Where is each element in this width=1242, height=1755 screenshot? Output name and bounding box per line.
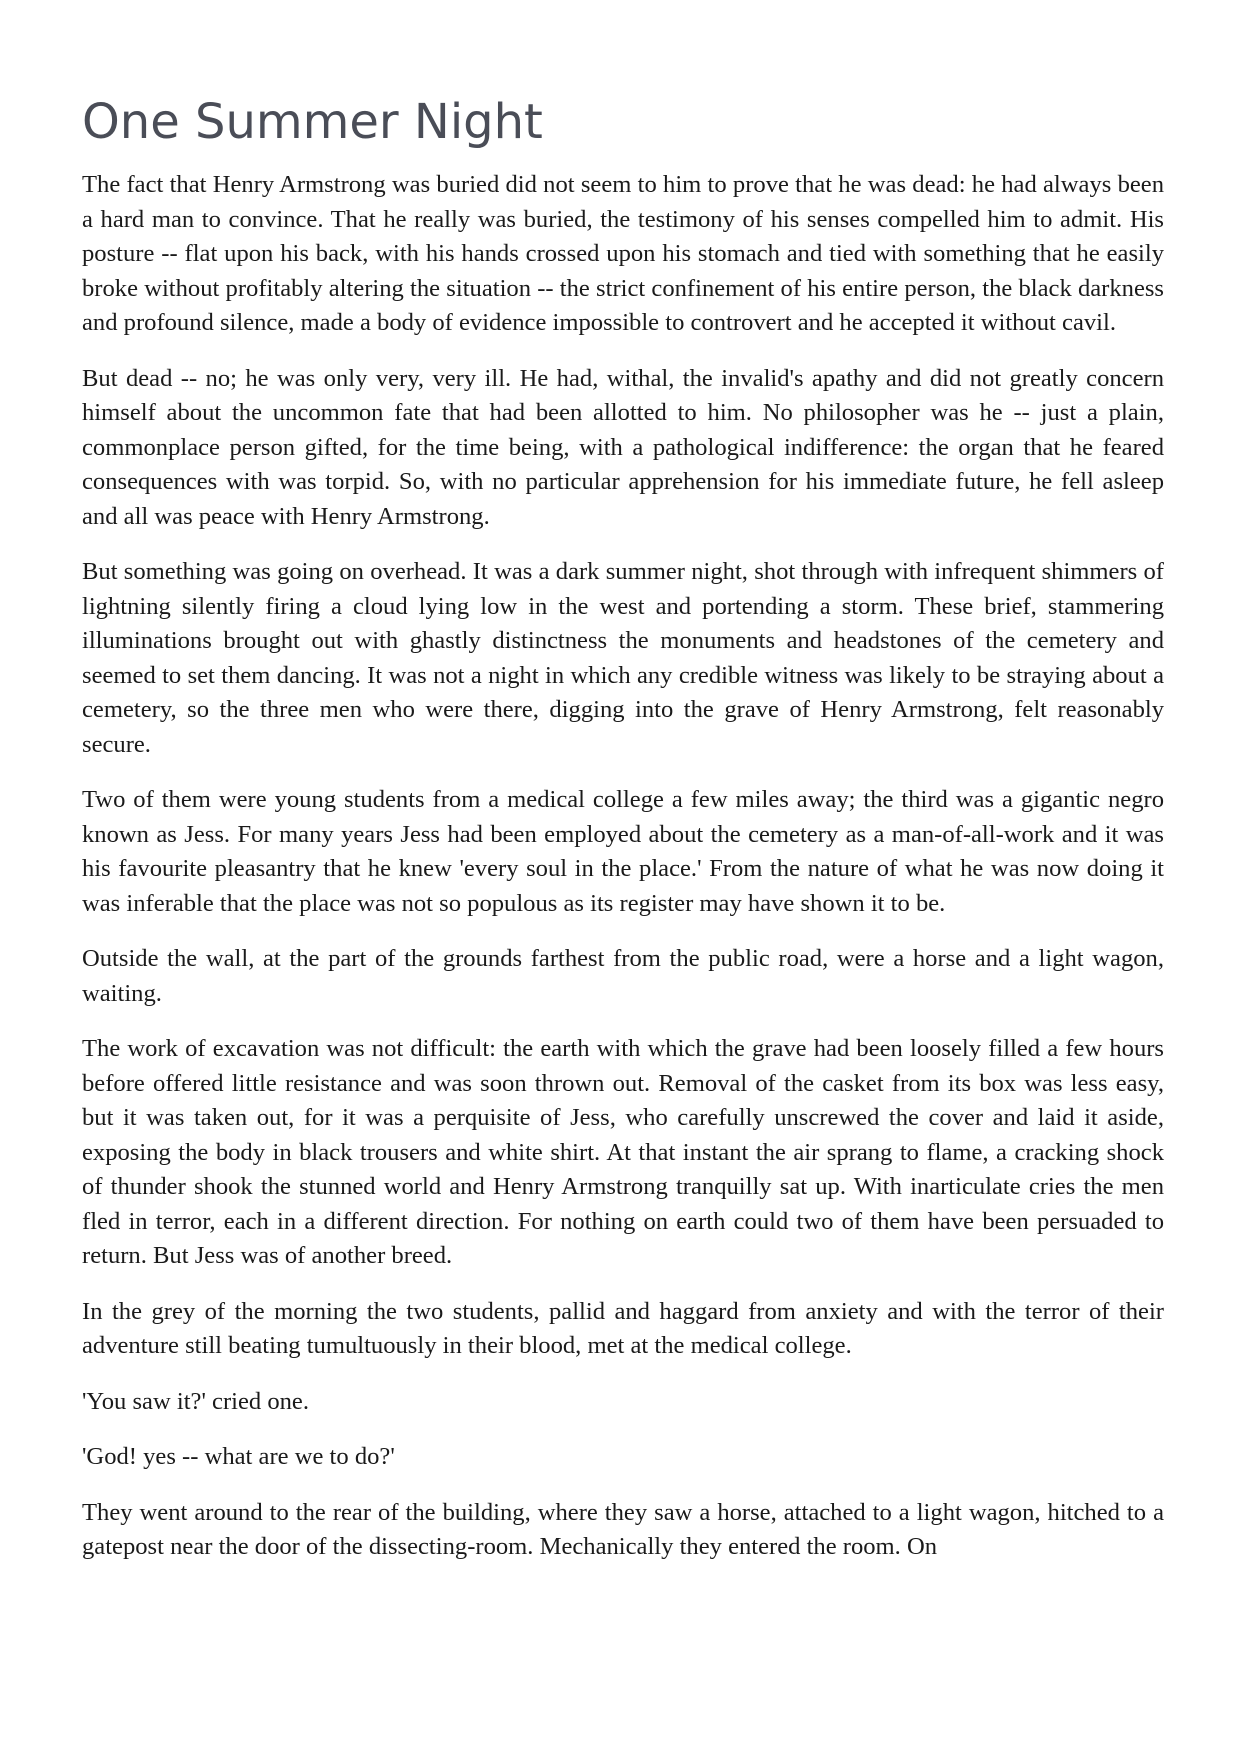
paragraph: The fact that Henry Armstrong was buried did not seem to him to prove that he was dead: he had always been a hard man to convince. That he really was buried, the testimony of his senses compelled him to admit. His posture -- flat upon his back, with his hands crossed upon his stomach and tied with something that he easily broke without profitably altering the situation -- the strict confinement of his entire person, the black darkness and profound silence, made a body of evidence impossible to controvert and he accepted it without cavil.	[82, 171, 1164, 336]
paragraph: In the grey of the morning the two students, pallid and haggard from anxiety and with the terror of their adventure still beating tumultuously in their blood, met at the medical college.	[82, 1297, 1164, 1359]
paragraph: Outside the wall, at the part of the grounds farthest from the public road, were a horse and a light wagon, waiting.	[82, 945, 1164, 1007]
paragraph: 'You saw it?' cried one.	[82, 1387, 309, 1415]
paragraph: The work of excavation was not difficult: the earth with which the grave had been loosely filled a few hours before offered little resistance and was soon thrown out. Removal of the casket from its box was less easy, but it was taken out, for it was a perquisite of Jess, who carefully unscrewed the cover and laid it aside, exposing the body in black trousers and white shirt. At that instant the air sprang to flame, a cracking shock of thunder shook the stunned world and Henry Armstrong tranquilly sat up. With inarticulate cries the men fled in terror, each in a different direction. For nothing on earth could two of them have been persuaded to return. But Jess was of another breed.	[82, 1035, 1164, 1269]
paragraph: 'God! yes -- what are we to do?'	[82, 1443, 395, 1470]
paragraph: But something was going on overhead. It was a dark summer night, shot through with infrequent shimmers of lightning silently firing a cloud lying low in the west and portending a storm. These brief, stammering illuminations brought out with ghastly distinctness the monuments and headstones of the cemetery and seemed to set them dancing. It was not a night in which any credible witness was likely to be straying about a cemetery, so the three men who were there, digging into the grave of Henry Armstrong, felt reasonably secure.	[82, 558, 1164, 758]
paragraph: Two of them were young students from a medical college a few miles away; the third was a gigantic negro known as Jess. For many years Jess had been employed about the cemetery as a man-of-all-work and it was his favourite pleasantry that he knew 'every soul in the place.' From the nature of what he was now doing it was inferable that the place was not so populous as its register may have shown it to be.	[82, 786, 1164, 917]
document-body	[82, 168, 1164, 1586]
page-title: One Summer Night	[82, 94, 543, 150]
paragraph: They went around to the rear of the building, where they saw a horse, attached to a light wagon, hitched to a gatepost near the door of the dissecting-room. Mechanically they entered the room. On	[82, 1498, 1164, 1560]
paragraph: But dead -- no; he was only very, very ill. He had, withal, the invalid's apathy and did not greatly concern himself about the uncommon fate that had been allotted to him. No philosopher was he -- just a plain, commonplace person gifted, for the time being, with a pathological indifference: the organ that he feared consequences with was torpid. So, with no particular apprehension for his immediate future, he fell asleep and all was peace with Henry Armstrong.	[82, 364, 1164, 530]
